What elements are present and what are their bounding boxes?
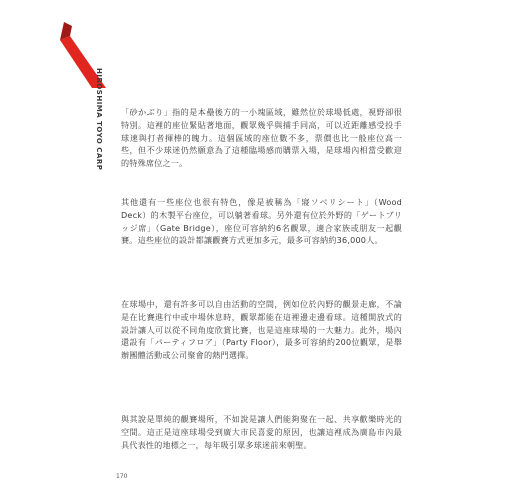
red-ribbon-logo xyxy=(58,18,118,88)
body-paragraph-3: 在球場中，還有許多可以自由活動的空間，例如位於內野的觀景走廊，不論是在比賽進行中或中場休息時，觀眾都能在這裡邊走邊看球。這種開放式的設計讓人可以從不同角度欣賞比賽，也是這座球場的一大魅力。此外，場內還設有「パーティフロア」（Party Floor），最多可容納約200位觀眾，是舉辦團體活動或公司聚會的熱門選擇。 xyxy=(121,299,402,361)
side-label: HIROSHIMA TOYO CARP xyxy=(95,68,103,171)
body-paragraph-1: 「砂かぶり」指的是本壘後方的一小塊區域，雖然位於球場低處，視野卻很特別。這裡的座位緊貼著地面，觀眾幾乎與捕手同高，可以近距離感受投手球速與打者揮棒的魄力。這個區域的座位數不多，票價也比一般座位高一些，但不少球迷仍然願意為了這種臨場感而購票入場，是球場內相當受歡迎的特殊席位之一。 xyxy=(121,107,402,169)
page-number: 170 xyxy=(116,473,128,480)
body-paragraph-2: 其他還有一些座位也很有特色，像是被稱為「寢ソベリシート」（Wood Deck）的木製平台座位，可以躺著看球。另外還有位於外野的「ゲートブリッジ席」（Gate Bridge），座位可容納約6名觀眾，適合家族或朋友一起觀賽。這些座位的設計都讓觀賽方式更加多元，最多可容納約36,000人。 xyxy=(121,197,402,246)
body-paragraph-4: 與其說是單純的觀賽場所，不如說是讓人們能夠聚在一起、共享歡樂時光的空間。這正是這座球場受到廣大市民喜愛的原因，也讓這裡成為廣島市內最具代表性的地標之一，每年吸引眾多球迷前來朝聖。 xyxy=(121,414,402,450)
